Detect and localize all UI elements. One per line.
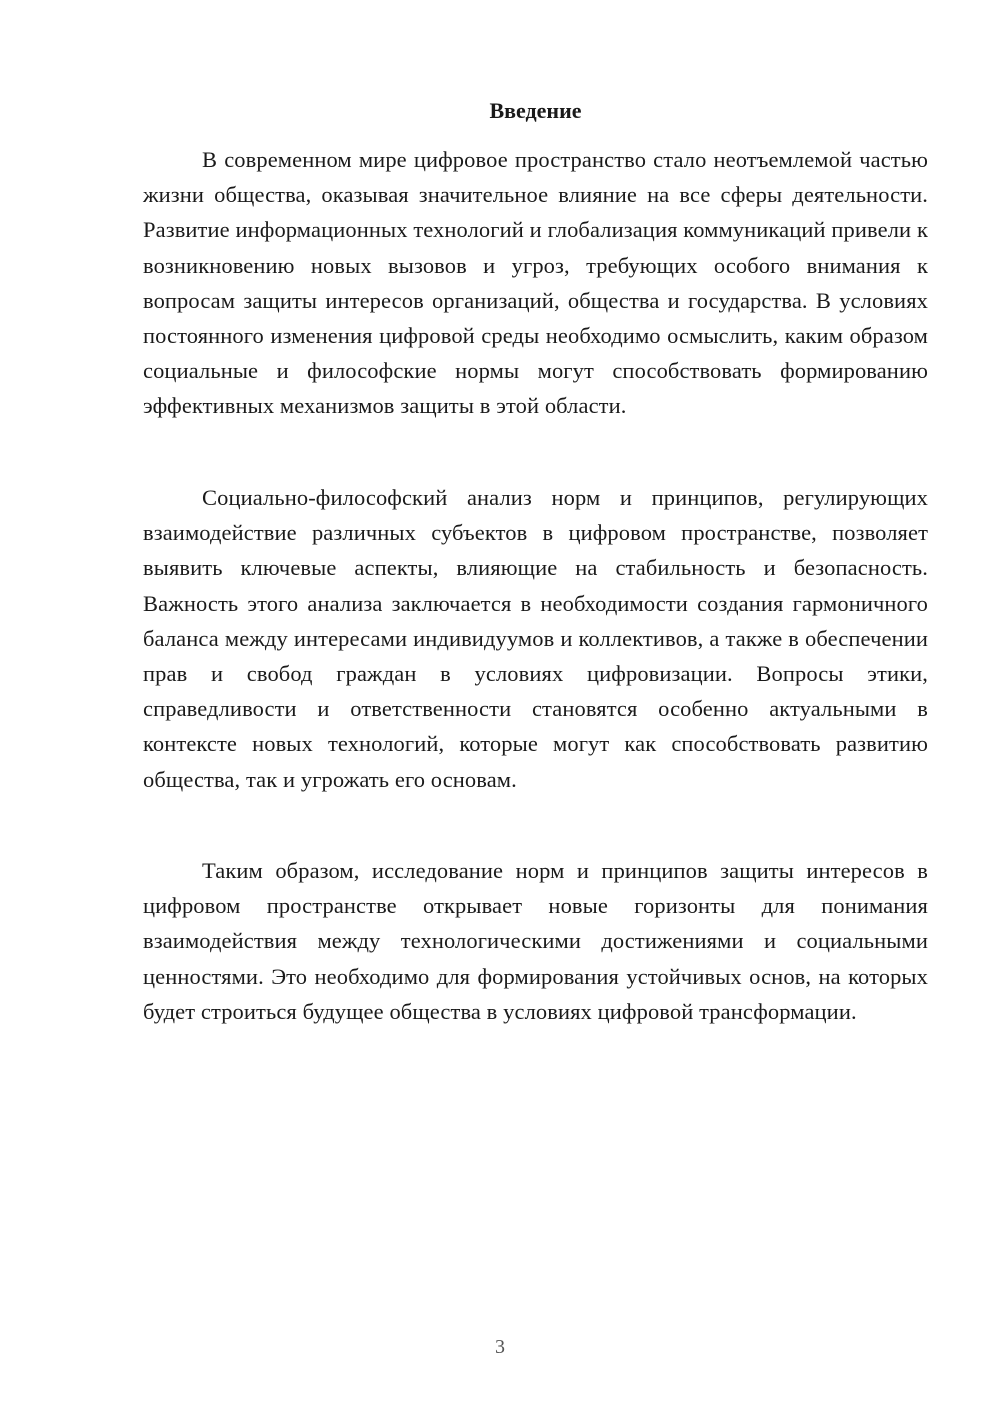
paragraph-2: Социально-философский анализ норм и принципов, регулирующих взаимодействие различных субъектов в цифровом пространстве, позволяет выявить ключевые аспекты, влияющие на стабильность и безопасность. Важность этого анализа заключается в необходимости создания гармоничного баланса между интересами индивидуумов и коллективов, а также в обеспечении прав и свобод граждан в условиях цифровизации. Вопросы этики, справедливости и ответственности становятся особенно актуальными в контексте новых технологий, которые могут как способствовать развитию общества, так и угрожать его основам.	[143, 485, 928, 792]
paragraph-1: В современном мире цифровое пространство стало неотъемлемой частью жизни общества, оказывая значительное влияние на все сферы деятельности. Развитие информационных технологий и глобализация коммуникаций привели к возникновению новых вызовов и угроз, требующих особого внимания к вопросам защиты интересов организаций, общества и государства. В условиях постоянного изменения цифровой среды необходимо осмыслить, каким образом социальные и философские нормы могут способствовать формированию эффективных механизмов защиты в этой области.	[143, 147, 928, 419]
page-number: 3	[495, 1336, 505, 1358]
section-heading: Введение	[489, 98, 582, 123]
paragraph-3: Таким образом, исследование норм и принципов защиты интересов в цифровом пространстве открывает новые горизонты для понимания взаимодействия между технологическими достижениями и социальными ценностями. Это необходимо для формирования устойчивых основ, на которых будет строиться будущее общества в условиях цифровой трансформации.	[143, 858, 928, 1024]
